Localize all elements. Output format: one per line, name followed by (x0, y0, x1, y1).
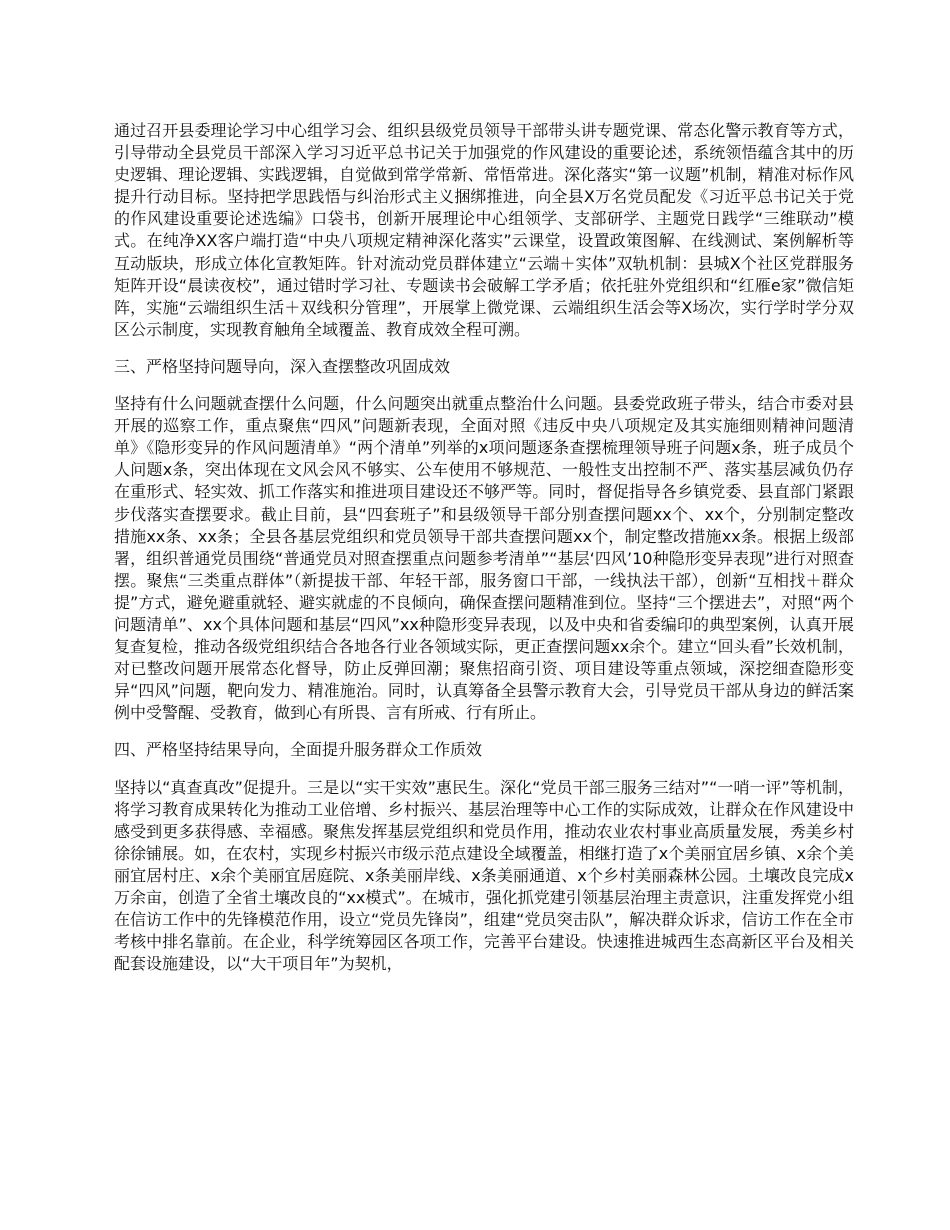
document-body (114, 120, 854, 990)
paragraph-1: 通过召开县委理论学习中心组学习会、组织县级党员领导干部带头讲专题党课、常态化警示教育等方式，引导带动全县党员干部深入学习习近平总书记关于加强党的作风建设的重要论述，系统领悟蕴含其中的历史逻辑、理论逻辑、实践逻辑，自觉做到常学常新、常悟常进。深化落实“第一议题”机制，精准对标作风提升行动目标。坚持把学思践悟与纠治形式主义捆绑推进，向全县X万名党员配发《习近平总书记关于党的作风建设重要论述选编》口袋书，创新开展理论中心组领学、支部研学、主题党日践学“三维联动”模式。在纯净XX客户端打造“中央八项规定精神深化落实”云课堂，设置政策图解、在线测试、案例解析等互动版块，形成立体化宣教矩阵。针对流动党员群体建立“云端＋实体”双轨机制：县城X个社区党群服务矩阵开设“晨读夜校”，通过错时学习社、专题读书会破解工学矛盾；依托驻外党组织和“红雁e家”微信矩阵，实施“云端组织生活＋双线积分管理”，开展掌上微党课、云端组织生活会等X场次，实行学时学分双区公示制度，实现教育触角全域覆盖、教育成效全程可溯。 (114, 121, 854, 339)
section-heading-3: 三、严格坚持问题导向，深入查摆整改巩固成效 (114, 356, 451, 376)
paragraph-2: 坚持有什么问题就查摆什么问题，什么问题突出就重点整治什么问题。县委党政班子带头，结合市委对县开展的巡察工作，重点聚焦“四风”问题新表现，全面对照《违反中央八项规定及其实施细则精神问题清单》《隐形变异的作风问题清单》“两个清单”列举的x项问题逐条查摆梳理领导班子问题x条，班子成员个人问题x条，突出体现在文风会风不够实、公车使用不够规范、一般性支出控制不严、落实基层减负仍存在重形式、轻实效、抓工作落实和推进项目建设还不够严等。同时，督促指导各乡镇党委、县直部门紧跟步伐落实查摆要求。截止目前，县“四套班子”和县级领导干部分别查摆问题xx个、xx个，分别制定整改措施xx条、xx条；全县各基层党组织和党员领导干部共查摆问题xx个，制定整改措施xx条。根据上级部署，组织普通党员围绕“普通党员对照查摆重点问题参考清单”“基层‘四风’10种隐形变异表现”进行对照查摆。聚焦“三类重点群体”（新提拔干部、年轻干部，服务窗口干部，一线执法干部），创新“互相找＋群众提”方式，避免避重就轻、避实就虚的不良倾向，确保查摆问题精准到位。坚持“三个摆进去”，对照“两个问题清单”、xx个具体问题和基层“四风”xx种隐形变异表现，以及中央和省委编印的典型案例，认真开展复查复检，推动各级党组织结合各地各行业各领域实际，更正查摆问题xx余个。建立“回头看”长效机制，对已整改问题开展常态化督导，防止反弹回潮；聚焦招商引资、项目建设等重点领域，深挖细查隐形变异“四风”问题，靶向发力、精准施治。同时，认真筹备全县警示教育大会，引导党员干部从身边的鲜活案例中受警醒、受教育，做到心有所畏、言有所戒、行有所止。 (114, 394, 854, 723)
section-heading-4: 四、严格坚持结果导向，全面提升服务群众工作质效 (114, 740, 483, 760)
paragraph-3: 坚持以“真查真改”促提升。三是以“实干实效”惠民生。深化“党员干部三服务三结对”“一哨一评”等机制，将学习教育成果转化为推动工业倍增、乡村振兴、基层治理等中心工作的实际成效，让群众在作风建设中感受到更多获得感、幸福感。聚焦发挥基层党组织和党员作用，推动农业农村事业高质量发展，秀美乡村徐徐铺展。如，在农村，实现乡村振兴市级示范点建设全域覆盖，相继打造了x个美丽宜居乡镇、x余个美丽宜居村庄、x余个美丽宜居庭院、x条美丽岸线、x条美丽通道、x个乡村美丽森林公园。土壤改良完成x万余亩，创造了全省土壤改良的“xx模式”。在城市，强化抓党建引领基层治理主责意识，注重发挥党小组在信访工作中的先锋模范作用，设立“党员先锋岗”，组建“党员突击队”，解决群众诉求，信访工作在全市考核中排名靠前。在企业，科学统筹园区各项工作，完善平台建设。快速推进城西生态高新区平台及相关配套设施建设，以“大干项目年”为契机， (114, 777, 854, 974)
